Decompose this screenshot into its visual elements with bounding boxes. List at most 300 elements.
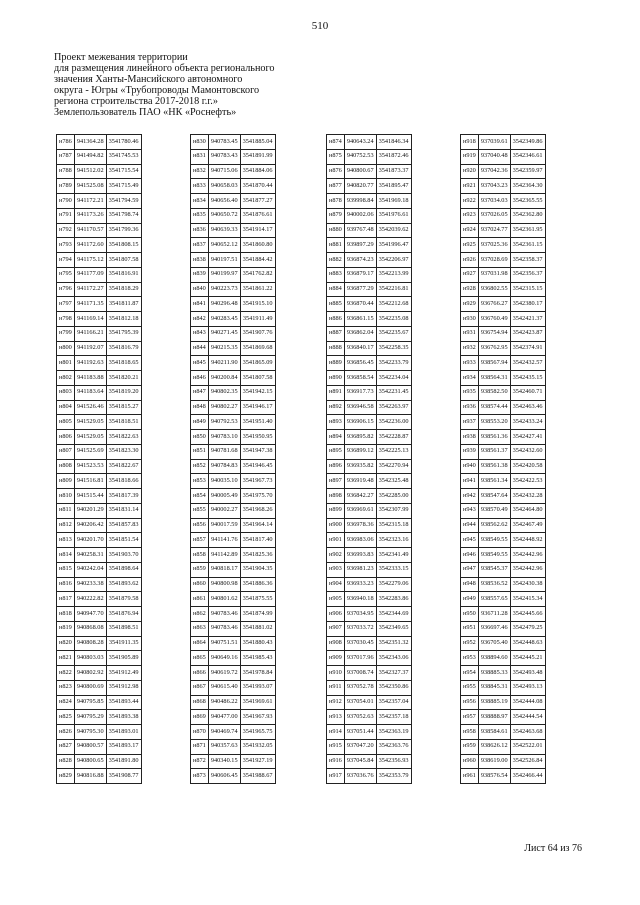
y-coordinate: 3542346.61 <box>510 149 545 164</box>
point-label: н864 <box>191 636 209 651</box>
table-row <box>57 164 142 179</box>
point-label: н831 <box>191 149 209 164</box>
table-row <box>327 297 412 312</box>
point-label: н932 <box>461 341 479 356</box>
point-label: н938 <box>461 430 479 445</box>
table-row <box>461 503 546 518</box>
point-label: н806 <box>57 430 75 445</box>
table-row <box>191 754 276 769</box>
table-row <box>57 135 142 150</box>
y-coordinate: 3542315.15 <box>510 282 545 297</box>
point-label: н952 <box>461 636 479 651</box>
table-row <box>327 356 412 371</box>
x-coordinate: 936879.17 <box>344 267 376 282</box>
x-coordinate: 936933.23 <box>344 577 376 592</box>
y-coordinate: 3541914.17 <box>240 223 275 238</box>
x-coordinate: 940652.12 <box>208 238 240 253</box>
point-label: н910 <box>327 666 345 681</box>
x-coordinate: 940643.24 <box>344 135 376 150</box>
table-row <box>327 607 412 622</box>
point-label: н881 <box>327 238 345 253</box>
table-row <box>327 135 412 150</box>
table-row <box>327 666 412 681</box>
y-coordinate: 3541861.22 <box>240 282 275 297</box>
x-coordinate: 941177.09 <box>74 267 106 282</box>
point-label: н895 <box>327 444 345 459</box>
table-row <box>461 518 546 533</box>
x-coordinate: 940477.00 <box>208 710 240 725</box>
header-line: значения Ханты-Мансийского автономного <box>54 74 243 86</box>
point-label: н853 <box>191 474 209 489</box>
table-row <box>57 253 142 268</box>
point-label: н955 <box>461 680 479 695</box>
x-coordinate: 940947.70 <box>74 607 106 622</box>
table-row <box>57 179 142 194</box>
y-coordinate: 3541818.65 <box>106 356 141 371</box>
y-coordinate: 3542258.35 <box>376 341 411 356</box>
table-row <box>57 430 142 445</box>
table-row <box>191 651 276 666</box>
point-label: н826 <box>57 725 75 740</box>
y-coordinate: 3541879.58 <box>106 592 141 607</box>
point-label: н816 <box>57 577 75 592</box>
table-row <box>191 444 276 459</box>
x-coordinate: 940658.03 <box>208 179 240 194</box>
x-coordinate: 936978.36 <box>344 518 376 533</box>
table-row <box>327 489 412 504</box>
y-coordinate: 3541884.06 <box>240 164 275 179</box>
y-coordinate: 3541911.49 <box>240 312 275 327</box>
table-row <box>191 253 276 268</box>
point-label: н892 <box>327 400 345 415</box>
point-label: н890 <box>327 371 345 386</box>
x-coordinate: 936862.04 <box>344 326 376 341</box>
point-label: н835 <box>191 208 209 223</box>
point-label: н893 <box>327 415 345 430</box>
point-label: н891 <box>327 385 345 400</box>
y-coordinate: 3541818.29 <box>106 282 141 297</box>
point-label: н948 <box>461 577 479 592</box>
point-label: н901 <box>327 533 345 548</box>
point-label: н885 <box>327 297 345 312</box>
table-row <box>327 179 412 194</box>
sheet-counter: Лист 64 из 76 <box>524 843 582 854</box>
table-row <box>57 651 142 666</box>
table-row <box>461 312 546 327</box>
table-row <box>191 739 276 754</box>
y-coordinate: 3542427.41 <box>510 430 545 445</box>
table-row <box>461 548 546 563</box>
x-coordinate: 937043.23 <box>478 179 510 194</box>
y-coordinate: 3542235.08 <box>376 312 411 327</box>
point-label: н841 <box>191 297 209 312</box>
x-coordinate: 940802.92 <box>74 666 106 681</box>
coordinate-table-3 <box>326 134 412 784</box>
table-row <box>461 385 546 400</box>
x-coordinate: 936802.55 <box>478 282 510 297</box>
point-label: н872 <box>191 754 209 769</box>
x-coordinate: 941525.08 <box>74 179 106 194</box>
coordinate-table-4 <box>460 134 546 784</box>
table-row <box>461 577 546 592</box>
x-coordinate: 938885.33 <box>478 666 510 681</box>
x-coordinate: 940820.77 <box>344 179 376 194</box>
x-coordinate: 940017.59 <box>208 518 240 533</box>
table-row <box>191 459 276 474</box>
x-coordinate: 941172.21 <box>74 194 106 209</box>
y-coordinate: 3542364.30 <box>510 179 545 194</box>
x-coordinate: 938845.31 <box>478 680 510 695</box>
x-coordinate: 938553.20 <box>478 415 510 430</box>
table-row <box>191 371 276 386</box>
table-row <box>461 444 546 459</box>
point-label: н930 <box>461 312 479 327</box>
point-label: н935 <box>461 385 479 400</box>
x-coordinate: 940223.73 <box>208 282 240 297</box>
table-row <box>327 725 412 740</box>
y-coordinate: 3541912.98 <box>106 680 141 695</box>
point-label: н861 <box>191 592 209 607</box>
point-label: н832 <box>191 164 209 179</box>
y-coordinate: 3541951.40 <box>240 415 275 430</box>
x-coordinate: 938894.60 <box>478 651 510 666</box>
x-coordinate: 938561.36 <box>478 430 510 445</box>
point-label: н894 <box>327 430 345 445</box>
y-coordinate: 3542448.63 <box>510 636 545 651</box>
y-coordinate: 3541895.47 <box>376 179 411 194</box>
point-label: н956 <box>461 695 479 710</box>
x-coordinate: 940639.33 <box>208 223 240 238</box>
table-row <box>461 415 546 430</box>
table-row <box>461 474 546 489</box>
y-coordinate: 3541780.46 <box>106 135 141 150</box>
y-coordinate: 3541798.74 <box>106 208 141 223</box>
table-row <box>461 489 546 504</box>
y-coordinate: 3542493.13 <box>510 680 545 695</box>
x-coordinate: 940795.85 <box>74 695 106 710</box>
table-row <box>191 607 276 622</box>
point-label: н865 <box>191 651 209 666</box>
table-row <box>461 430 546 445</box>
point-label: н869 <box>191 710 209 725</box>
table-row <box>461 253 546 268</box>
y-coordinate: 3541876.61 <box>240 208 275 223</box>
x-coordinate: 941529.05 <box>74 415 106 430</box>
point-label: н919 <box>461 149 479 164</box>
x-coordinate: 936762.95 <box>478 341 510 356</box>
table-row <box>57 400 142 415</box>
point-label: н807 <box>57 444 75 459</box>
table-row <box>461 636 546 651</box>
x-coordinate: 940233.38 <box>74 577 106 592</box>
x-coordinate: 940650.72 <box>208 208 240 223</box>
y-coordinate: 3541996.47 <box>376 238 411 253</box>
point-label: н928 <box>461 282 479 297</box>
x-coordinate: 940808.28 <box>74 636 106 651</box>
x-coordinate: 938582.50 <box>478 385 510 400</box>
table-row <box>191 326 276 341</box>
y-coordinate: 3541915.10 <box>240 297 275 312</box>
y-coordinate: 3541965.75 <box>240 725 275 740</box>
x-coordinate: 936874.23 <box>344 253 376 268</box>
x-coordinate: 937047.20 <box>344 739 376 754</box>
point-label: н947 <box>461 562 479 577</box>
point-label: н958 <box>461 725 479 740</box>
table-row <box>327 503 412 518</box>
y-coordinate: 3541903.70 <box>106 548 141 563</box>
x-coordinate: 941192.63 <box>74 356 106 371</box>
point-label: н937 <box>461 415 479 430</box>
x-coordinate: 938567.94 <box>478 356 510 371</box>
table-row <box>191 430 276 445</box>
table-row <box>57 326 142 341</box>
point-label: н908 <box>327 636 345 651</box>
x-coordinate: 941173.26 <box>74 208 106 223</box>
point-label: н794 <box>57 253 75 268</box>
y-coordinate: 3541869.68 <box>240 341 275 356</box>
x-coordinate: 937033.72 <box>344 621 376 636</box>
point-label: н933 <box>461 356 479 371</box>
x-coordinate: 936861.15 <box>344 312 376 327</box>
table-row <box>327 769 412 784</box>
x-coordinate: 940783.45 <box>208 135 240 150</box>
x-coordinate: 939767.48 <box>344 223 376 238</box>
table-row <box>191 548 276 563</box>
table-row <box>461 533 546 548</box>
table-row <box>191 415 276 430</box>
x-coordinate: 938626.12 <box>478 739 510 754</box>
y-coordinate: 3542463.68 <box>510 725 545 740</box>
y-coordinate: 3542435.15 <box>510 371 545 386</box>
y-coordinate: 3542444.08 <box>510 695 545 710</box>
table-row <box>57 503 142 518</box>
table-row <box>327 267 412 282</box>
x-coordinate: 939998.84 <box>344 194 376 209</box>
x-coordinate: 937052.63 <box>344 710 376 725</box>
y-coordinate: 3541932.05 <box>240 739 275 754</box>
y-coordinate: 3541818.51 <box>106 415 141 430</box>
point-label: н939 <box>461 444 479 459</box>
x-coordinate: 940211.90 <box>208 356 240 371</box>
y-coordinate: 3541876.94 <box>106 607 141 622</box>
x-coordinate: 940781.68 <box>208 444 240 459</box>
y-coordinate: 3541950.95 <box>240 430 275 445</box>
x-coordinate: 937025.36 <box>478 238 510 253</box>
y-coordinate: 3541865.09 <box>240 356 275 371</box>
x-coordinate: 937034.95 <box>344 607 376 622</box>
table-row <box>461 562 546 577</box>
point-label: н825 <box>57 710 75 725</box>
y-coordinate: 3541893.44 <box>106 695 141 710</box>
x-coordinate: 938536.52 <box>478 577 510 592</box>
table-row <box>57 149 142 164</box>
table-row <box>191 769 276 784</box>
point-label: н915 <box>327 739 345 754</box>
x-coordinate: 940199.97 <box>208 267 240 282</box>
x-coordinate: 940005.49 <box>208 489 240 504</box>
y-coordinate: 3541819.20 <box>106 385 141 400</box>
table-row <box>191 621 276 636</box>
y-coordinate: 3542263.97 <box>376 400 411 415</box>
y-coordinate: 3541807.58 <box>106 253 141 268</box>
header-line: Землепользователь ПАО «НК «Роснефть» <box>54 107 237 119</box>
point-label: н793 <box>57 238 75 253</box>
table-row <box>461 769 546 784</box>
y-coordinate: 3542228.87 <box>376 430 411 445</box>
x-coordinate: 940222.82 <box>74 592 106 607</box>
point-label: н856 <box>191 518 209 533</box>
header-line: региона строительства 2017-2018 г.г.» <box>54 96 218 108</box>
x-coordinate: 938561.37 <box>478 444 510 459</box>
x-coordinate: 940800.57 <box>74 739 106 754</box>
x-coordinate: 940802.35 <box>208 385 240 400</box>
point-label: н800 <box>57 341 75 356</box>
point-label: н866 <box>191 666 209 681</box>
point-label: н912 <box>327 695 345 710</box>
x-coordinate: 940340.15 <box>208 754 240 769</box>
point-label: н899 <box>327 503 345 518</box>
y-coordinate: 3542466.44 <box>510 769 545 784</box>
table-row <box>461 341 546 356</box>
y-coordinate: 3542356.37 <box>510 267 545 282</box>
x-coordinate: 936760.49 <box>478 312 510 327</box>
y-coordinate: 3542442.96 <box>510 548 545 563</box>
table-row <box>57 636 142 651</box>
table-row <box>327 562 412 577</box>
table-row <box>191 680 276 695</box>
table-row <box>327 444 412 459</box>
x-coordinate: 940296.48 <box>208 297 240 312</box>
point-label: н957 <box>461 710 479 725</box>
x-coordinate: 940619.72 <box>208 666 240 681</box>
point-label: н843 <box>191 326 209 341</box>
x-coordinate: 941192.07 <box>74 341 106 356</box>
point-label: н923 <box>461 208 479 223</box>
point-label: н940 <box>461 459 479 474</box>
point-label: н836 <box>191 223 209 238</box>
x-coordinate: 940751.51 <box>208 636 240 651</box>
x-coordinate: 936858.54 <box>344 371 376 386</box>
table-row <box>191 725 276 740</box>
point-label: н897 <box>327 474 345 489</box>
y-coordinate: 3541831.14 <box>106 503 141 518</box>
point-label: н802 <box>57 371 75 386</box>
table-row <box>461 607 546 622</box>
point-label: н959 <box>461 739 479 754</box>
y-coordinate: 3541825.36 <box>240 548 275 563</box>
table-row <box>57 341 142 356</box>
y-coordinate: 3542432.28 <box>510 489 545 504</box>
x-coordinate: 941142.89 <box>208 548 240 563</box>
point-label: н873 <box>191 769 209 784</box>
table-row <box>327 651 412 666</box>
y-coordinate: 3541870.44 <box>240 179 275 194</box>
y-coordinate: 3541794.59 <box>106 194 141 209</box>
table-row <box>57 739 142 754</box>
point-label: н787 <box>57 149 75 164</box>
table-row <box>57 356 142 371</box>
y-coordinate: 3542526.84 <box>510 754 545 769</box>
table-row <box>57 415 142 430</box>
table-row <box>191 592 276 607</box>
point-label: н867 <box>191 680 209 695</box>
table-row <box>57 621 142 636</box>
y-coordinate: 3542362.80 <box>510 208 545 223</box>
table-row <box>461 666 546 681</box>
table-row <box>327 636 412 651</box>
y-coordinate: 3541874.99 <box>240 607 275 622</box>
point-label: н792 <box>57 223 75 238</box>
x-coordinate: 940002.06 <box>344 208 376 223</box>
x-coordinate: 940784.83 <box>208 459 240 474</box>
point-label: н858 <box>191 548 209 563</box>
x-coordinate: 937039.61 <box>478 135 510 150</box>
x-coordinate: 937017.96 <box>344 651 376 666</box>
y-coordinate: 3541822.67 <box>106 459 141 474</box>
point-label: н845 <box>191 356 209 371</box>
x-coordinate: 937026.05 <box>478 208 510 223</box>
table-row <box>191 223 276 238</box>
point-label: н795 <box>57 267 75 282</box>
x-coordinate: 939897.29 <box>344 238 376 253</box>
y-coordinate: 3541967.73 <box>240 474 275 489</box>
y-coordinate: 3541799.36 <box>106 223 141 238</box>
x-coordinate: 938584.61 <box>478 725 510 740</box>
point-label: н936 <box>461 400 479 415</box>
y-coordinate: 3542357.04 <box>376 695 411 710</box>
y-coordinate: 3542212.68 <box>376 297 411 312</box>
point-label: н791 <box>57 208 75 223</box>
y-coordinate: 3541976.61 <box>376 208 411 223</box>
y-coordinate: 3542225.13 <box>376 444 411 459</box>
table-row <box>327 680 412 695</box>
table-row <box>57 769 142 784</box>
x-coordinate: 940197.51 <box>208 253 240 268</box>
y-coordinate: 3541795.39 <box>106 326 141 341</box>
x-coordinate: 938574.44 <box>478 400 510 415</box>
table-row <box>461 326 546 341</box>
x-coordinate: 940242.04 <box>74 562 106 577</box>
table-row <box>57 562 142 577</box>
y-coordinate: 3542445.66 <box>510 607 545 622</box>
table-row <box>57 194 142 209</box>
point-label: н898 <box>327 489 345 504</box>
point-label: н882 <box>327 253 345 268</box>
point-label: н814 <box>57 548 75 563</box>
point-label: н799 <box>57 326 75 341</box>
x-coordinate: 938576.54 <box>478 769 510 784</box>
y-coordinate: 3542206.97 <box>376 253 411 268</box>
point-label: н810 <box>57 489 75 504</box>
y-coordinate: 3542522.01 <box>510 739 545 754</box>
table-row <box>191 208 276 223</box>
table-row <box>191 135 276 150</box>
point-label: н815 <box>57 562 75 577</box>
table-row <box>191 666 276 681</box>
x-coordinate: 936981.23 <box>344 562 376 577</box>
y-coordinate: 3541857.83 <box>106 518 141 533</box>
x-coordinate: 937040.48 <box>478 149 510 164</box>
table-row <box>57 607 142 622</box>
point-label: н828 <box>57 754 75 769</box>
point-label: н960 <box>461 754 479 769</box>
point-label: н851 <box>191 444 209 459</box>
x-coordinate: 940201.29 <box>74 503 106 518</box>
table-row <box>327 223 412 238</box>
y-coordinate: 3542420.58 <box>510 459 545 474</box>
y-coordinate: 3542374.91 <box>510 341 545 356</box>
table-row <box>57 267 142 282</box>
